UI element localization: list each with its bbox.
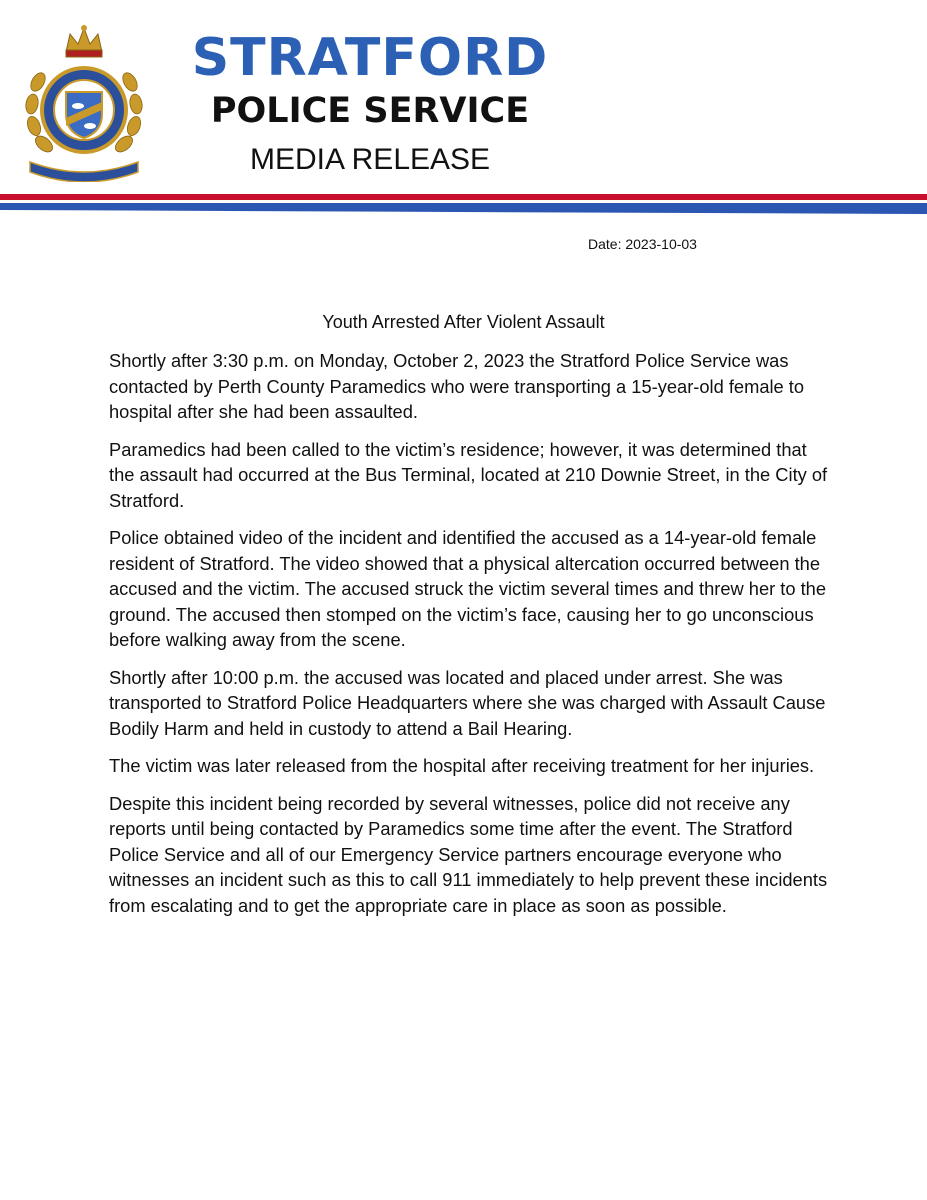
release-body — [109, 348, 829, 930]
paragraph: Shortly after 3:30 p.m. on Monday, October 2, 2023 the Stratford Police Service was contacted by Perth County Paramedics who were transporting a 15-year-old female to hospital after she had been assaulted. — [109, 350, 805, 422]
paragraph: Police obtained video of the incident and identified the accused as a 14-year-old female resident of Stratford. The video showed that a physical altercation occurred between the accused and the victim. The accused struck the victim several times and threw her to the ground. The accused then stomped on the victim’s face, causing her to go unconscious before walking away from the scene. — [109, 527, 827, 650]
paragraph: Paramedics had been called to the victim’s residence; however, it was determined that the assault had occurred at the Bus Terminal, located at 210 Downie Street, in the City of Stratford. — [109, 438, 828, 511]
police-crest-logo — [22, 22, 146, 182]
crown-icon — [66, 25, 102, 57]
org-subtitle: POLICE SERVICE — [210, 91, 530, 131]
release-label: MEDIA RELEASE — [249, 143, 491, 176]
org-name: STRATFORD — [191, 28, 549, 88]
header-stripes — [0, 186, 927, 220]
crest-banner — [30, 162, 138, 182]
paragraph: Despite this incident being recorded by several witnesses, police did not receive any reports until being contacted by Paramedics some time after the event. The Stratford Police Service and all of our Emergency Service partners encourage everyone who witnesses an incident such as this to call 911 immediately to help prevent these incidents from escalating and to get the appropriate care in place as soon as possible. — [109, 792, 828, 916]
blue-stripe — [0, 203, 927, 214]
release-date: Date: 2023-10-03 — [588, 236, 697, 252]
red-stripe — [0, 194, 927, 200]
paragraph: The victim was later released from the hospital after receiving treatment for her injuries. — [109, 755, 815, 776]
headline: Youth Arrested After Violent Assault — [322, 312, 605, 332]
masthead — [150, 28, 590, 180]
paragraph: Shortly after 10:00 p.m. the accused was located and placed under arrest. She was transported to Stratford Police Headquarters where she was charged with Assault Cause Bodily Harm and held in custody to attend a Bail Hearing. — [109, 666, 826, 739]
shield-icon — [66, 92, 102, 138]
crest-emblem-icon — [22, 22, 146, 182]
